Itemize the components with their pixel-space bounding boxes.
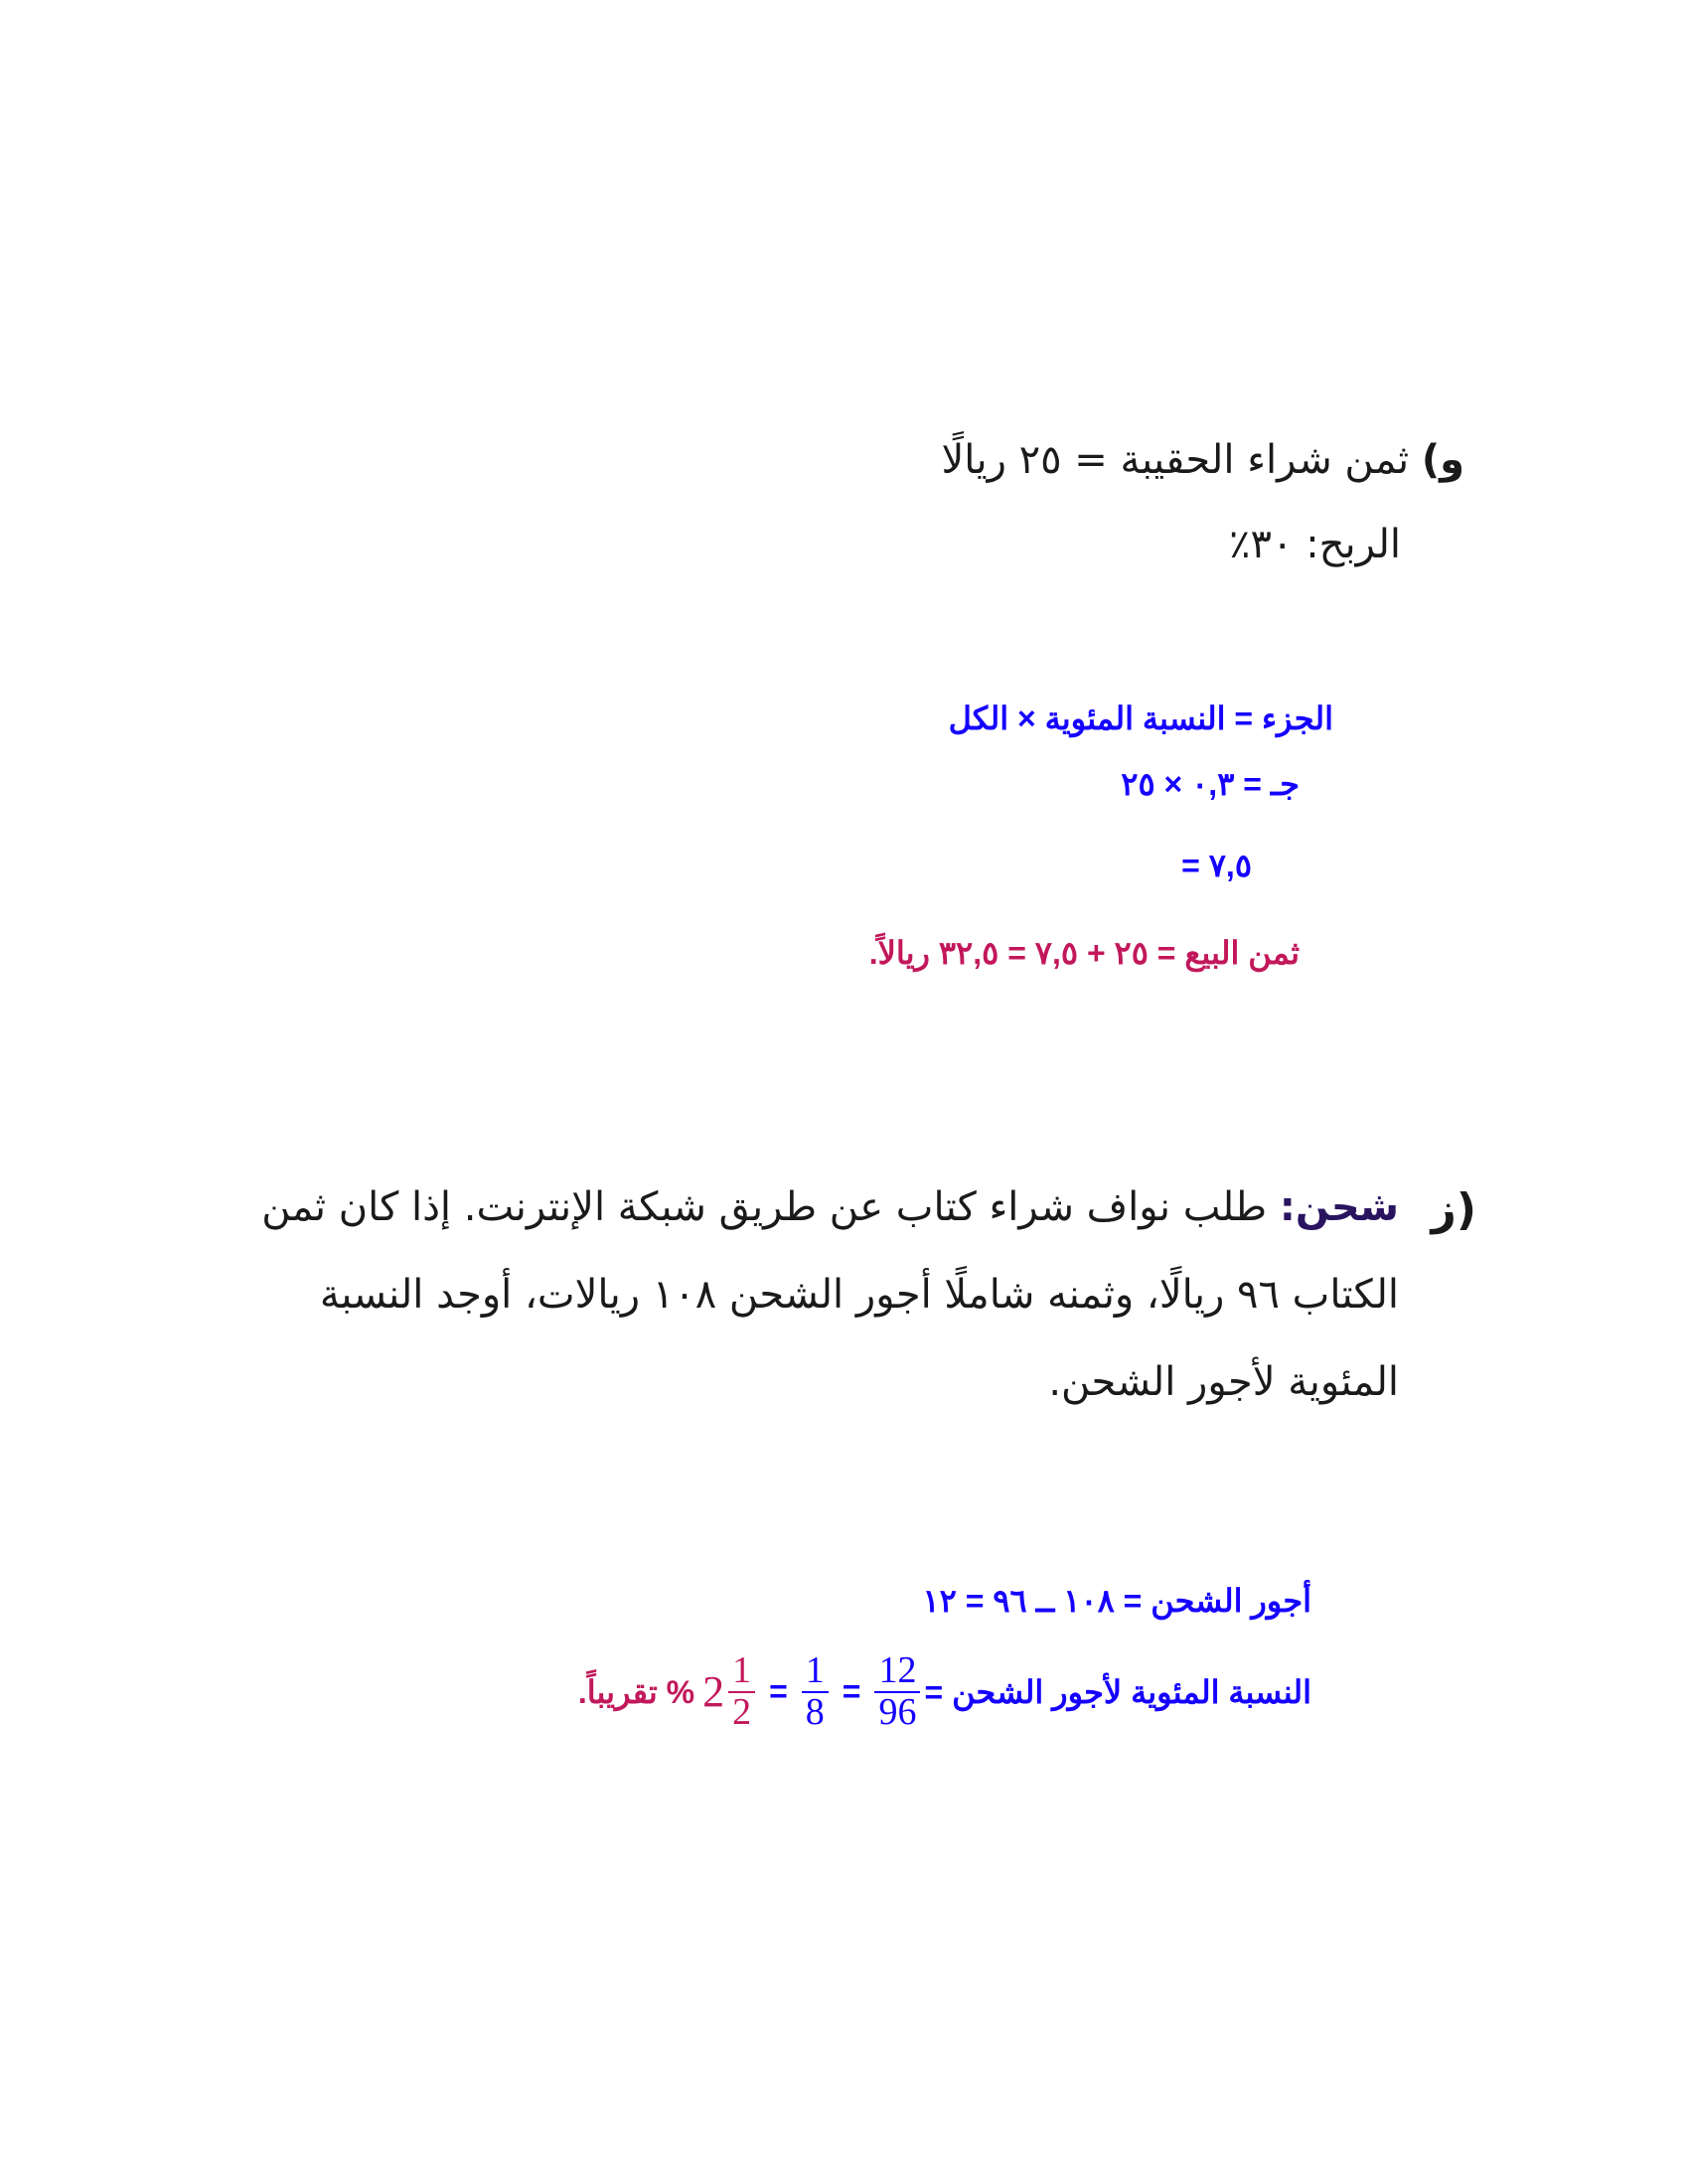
solution-w-step-1: جـ = ٠,٣ × ٢٥ xyxy=(1121,766,1300,802)
solution-z-step-1: أجور الشحن = ١٠٨ ــ ٩٦ = ١٢ xyxy=(922,1583,1311,1619)
solution-w-answer: ثمن البيع = ٢٥ + ٧,٥ = ٣٢,٥ ريالاً. xyxy=(868,935,1300,971)
mixed-number-fraction xyxy=(728,1651,755,1733)
mixed-number-denominator: 2 xyxy=(732,1690,752,1733)
part-z-line-1-text: طلب نواف شراء كتاب عن طريق شبكة الإنترنت. إذا كان ثمن xyxy=(261,1184,1268,1230)
part-w-line-1 xyxy=(941,437,1464,483)
mixed-number xyxy=(702,1651,759,1733)
fraction-1-8-numerator: 1 xyxy=(802,1651,829,1693)
part-z-label: ز) xyxy=(1431,1184,1476,1235)
part-z-line-3: المئوية لأجور الشحن. xyxy=(1048,1359,1399,1405)
part-z-line-1 xyxy=(261,1184,1399,1230)
part-w-bag-price: ثمن شراء الحقيبة = ٢٥ ريالًا xyxy=(941,437,1410,483)
part-z-line-2: الكتاب ٩٦ ريالًا، وثمنه شاملًا أجور الشحن ١٠٨ ريالات، أوجد النسبة xyxy=(319,1272,1399,1318)
solution-z-lhs: النسبة المئوية لأجور الشحن = xyxy=(924,1673,1311,1710)
fraction-12-96 xyxy=(874,1651,920,1733)
fraction-12-96-denominator: 96 xyxy=(878,1690,917,1733)
equals-sign-2: = xyxy=(769,1673,788,1710)
mixed-number-whole: 2 xyxy=(702,1667,725,1717)
solution-z-tail: % تقريباً. xyxy=(577,1673,695,1710)
solution-w-formula: الجزء = النسبة المئوية × الكل xyxy=(948,701,1333,736)
fraction-1-8 xyxy=(802,1651,829,1733)
part-w-label: و) xyxy=(1421,437,1464,483)
mixed-number-numerator: 1 xyxy=(728,1651,755,1693)
part-w-line-2: الربح: ٣٠٪ xyxy=(1229,522,1401,567)
solution-z-percentage-line xyxy=(578,1651,1311,1733)
solution-w-step-2: = ٧,٥ xyxy=(1181,848,1252,883)
fraction-1-8-denominator: 8 xyxy=(805,1690,825,1733)
equals-sign-1: = xyxy=(842,1673,861,1710)
fraction-12-96-numerator: 12 xyxy=(874,1651,920,1693)
part-z-title: شحن: xyxy=(1279,1184,1399,1230)
